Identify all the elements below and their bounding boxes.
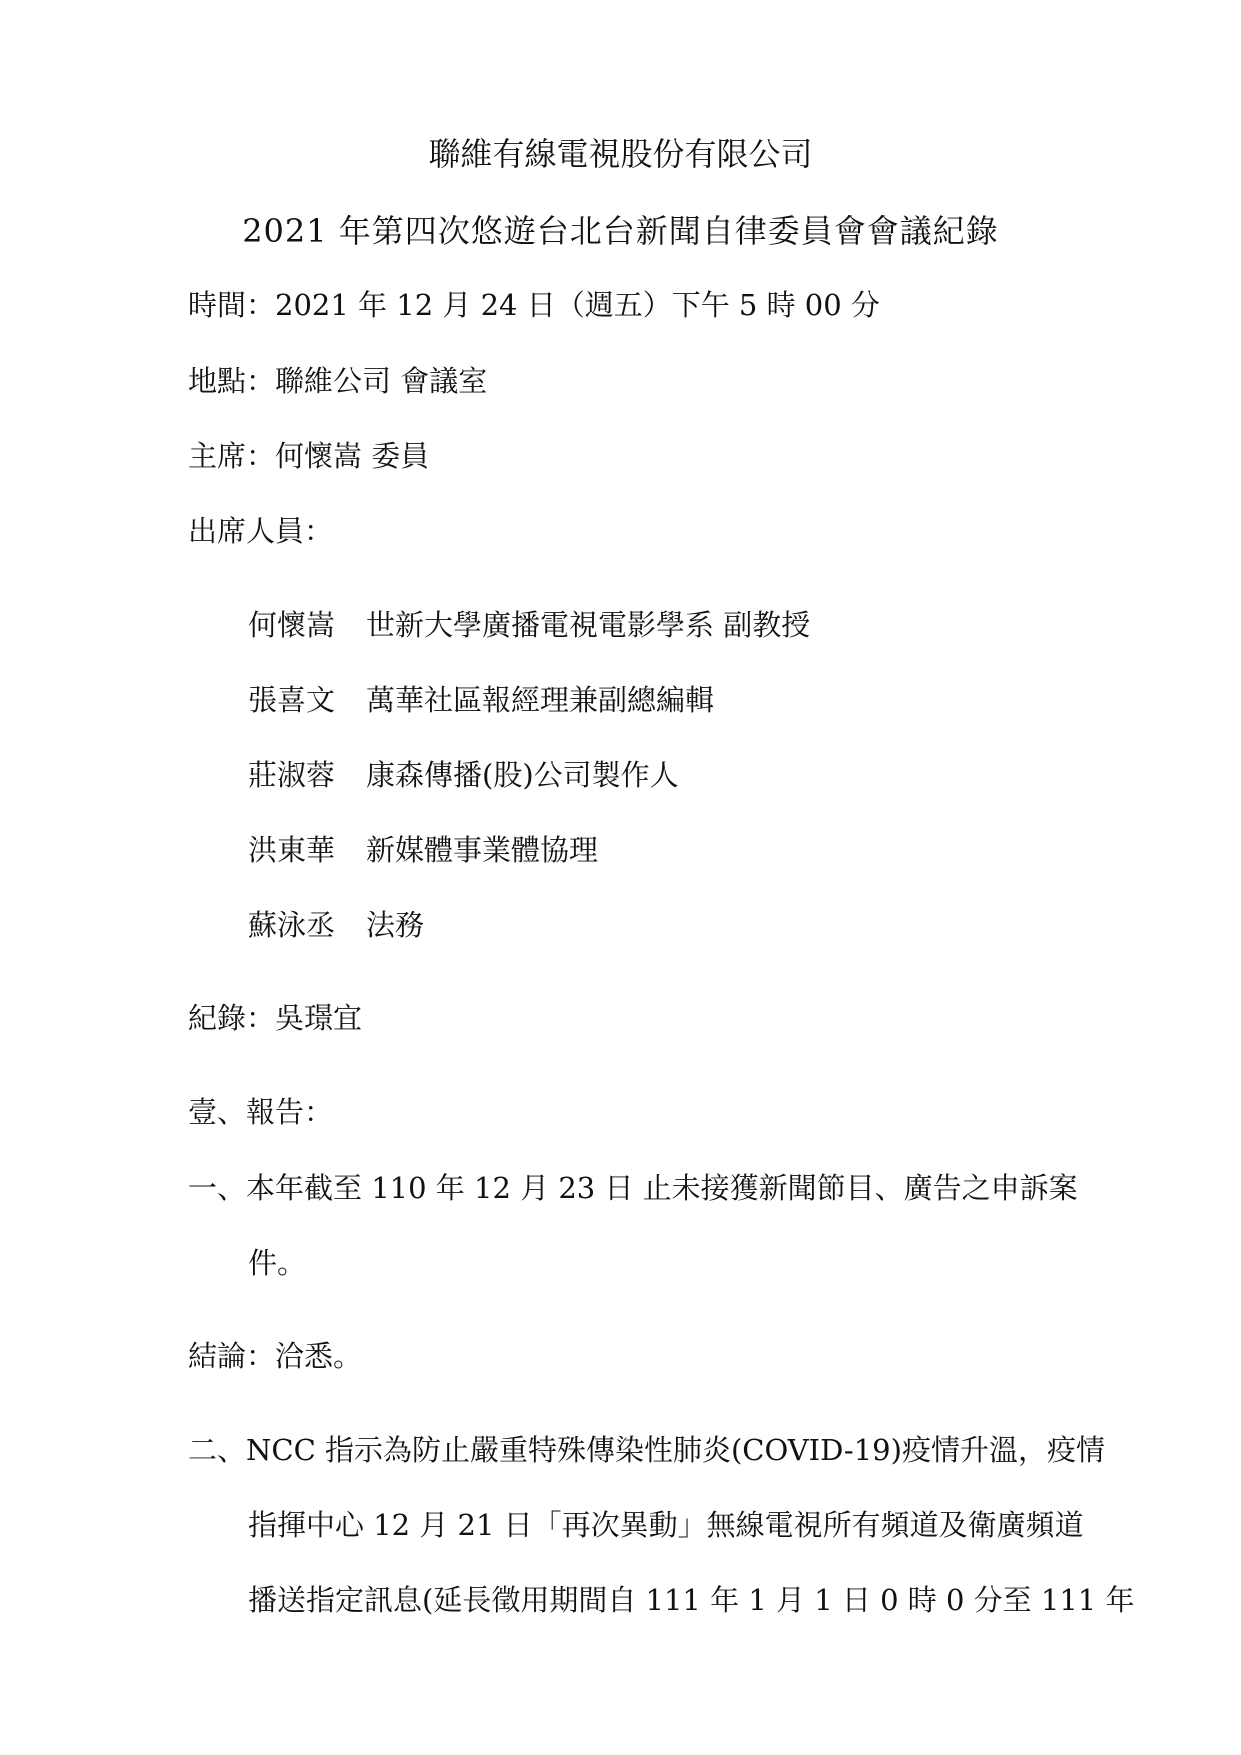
company-title: 聯維有線電視股份有限公司	[428, 135, 813, 173]
meeting-time: 時間：2021 年 12 月 24 日（週五）下午 5 時 00 分	[188, 288, 880, 322]
attendee-row	[248, 682, 714, 718]
attendee-title: 法務	[366, 908, 425, 942]
attendee-title: 新媒體事業體協理	[366, 833, 599, 867]
attendee-name: 何懷嵩	[248, 608, 336, 642]
meeting-chair: 主席：何懷嵩 委員	[188, 439, 430, 473]
attendee-title: 世新大學廣播電視電影學系 副教授	[366, 608, 811, 642]
report-item-2-line-2: 指揮中心 12 月 21 日「再次異動」無線電視所有頻道及衛廣頻道	[248, 1508, 1084, 1542]
report-item-1-line-1: 一、本年截至 110 年 12 月 23 日 止未接獲新聞節目、廣告之申訴案	[188, 1171, 1078, 1205]
attendee-name: 張喜文	[248, 683, 336, 717]
attendee-row	[248, 907, 424, 943]
attendee-row	[248, 832, 598, 868]
report-item-2-line-1: 二、NCC 指示為防止嚴重特殊傳染性肺炎(COVID-19)疫情升溫，疫情	[188, 1433, 1105, 1467]
attendee-row	[248, 607, 810, 643]
conclusion: 結論：洽悉。	[188, 1339, 363, 1373]
report-item-1-line-2: 件。	[248, 1246, 307, 1280]
report-heading: 壹、報告：	[188, 1095, 334, 1129]
attendee-row	[248, 757, 679, 793]
attendee-name: 蘇泳丞	[248, 908, 336, 942]
meeting-title: 2021 年第四次悠遊台北台新聞自律委員會會議紀錄	[242, 212, 999, 250]
recorder: 紀錄：吳璟宜	[188, 1001, 363, 1035]
attendee-title: 康森傳播(股)公司製作人	[366, 758, 679, 792]
meeting-place: 地點：聯維公司 會議室	[188, 364, 488, 398]
attendee-name: 莊淑蓉	[248, 758, 336, 792]
attendees-label: 出席人員：	[188, 514, 334, 548]
attendee-title: 萬華社區報經理兼副總編輯	[366, 683, 715, 717]
attendee-name: 洪東華	[248, 833, 336, 867]
report-item-2-line-3: 播送指定訊息(延長徵用期間自 111 年 1 月 1 日 0 時 0 分至 111 年	[248, 1583, 1135, 1617]
